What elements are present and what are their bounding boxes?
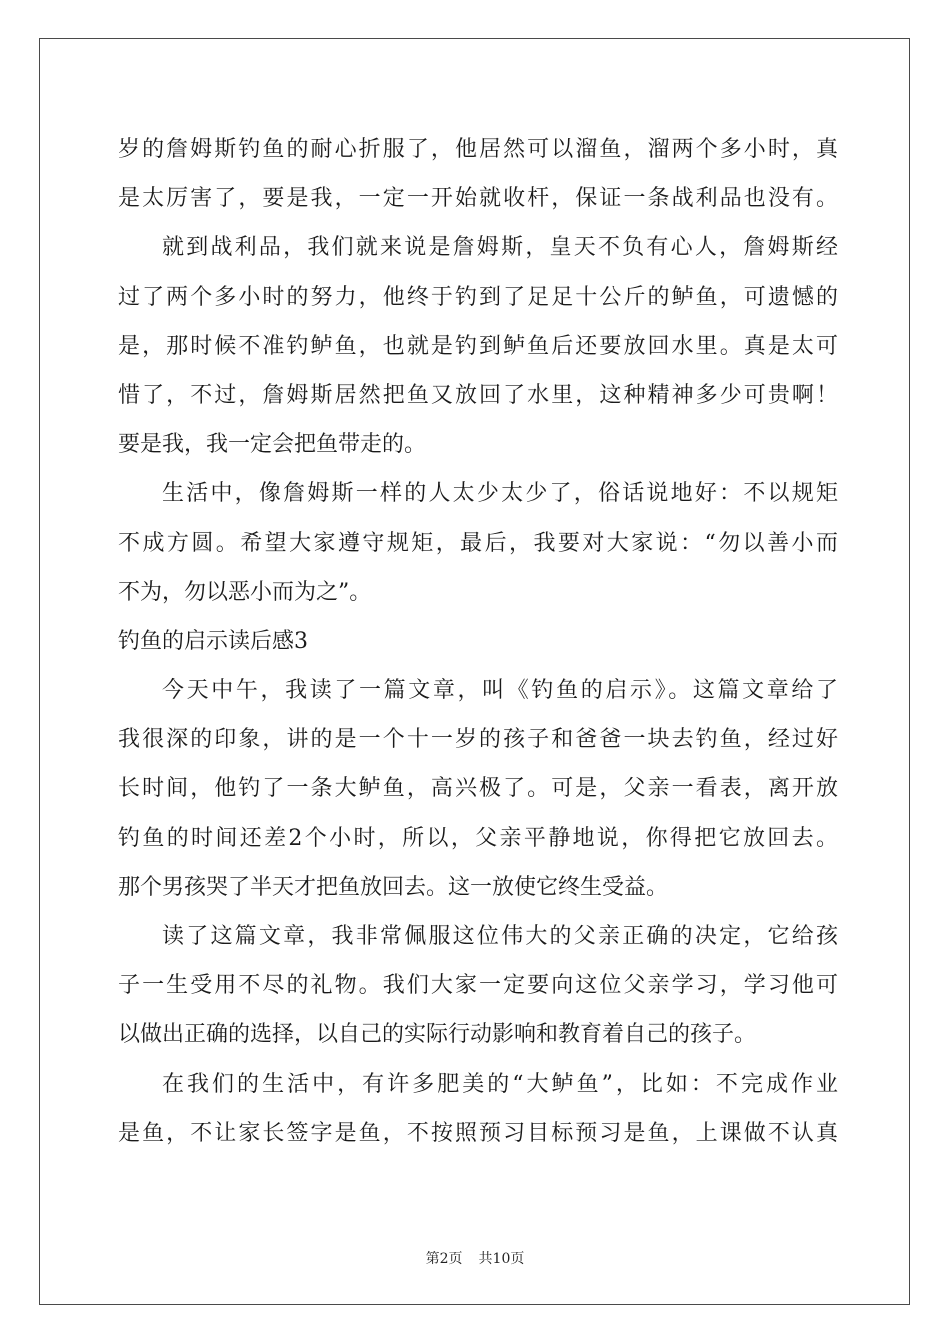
text-line: 以做出正确的选择，以自己的实际行动影响和教育着自己的孩子。 xyxy=(118,1022,757,1048)
text-line: 惜了，不过，詹姆斯居然把鱼又放回了水里，这种精神多少可贵啊！ xyxy=(118,382,838,408)
text-line: 长时间，他钓了一条大鲈鱼，高兴极了。可是，父亲一看表，离开放 xyxy=(118,776,838,802)
paragraph-start-line: 生活中，像詹姆斯一样的人太少太少了，俗话说地好：不以规矩 xyxy=(162,481,838,507)
page-total: 共10页 xyxy=(478,1251,525,1267)
text-line: 钓鱼的时间还差2个小时，所以，父亲平静地说，你得把它放回去。 xyxy=(118,825,838,851)
paragraph-start-line: 就到战利品，我们就来说是詹姆斯，皇天不负有心人，詹姆斯经 xyxy=(162,235,838,261)
text-line: 岁的詹姆斯钓鱼的耐心折服了，他居然可以溜鱼，溜两个多小时，真 xyxy=(118,137,838,162)
text-line: 是太厉害了，要是我，一定一开始就收杆，保证一条战利品也没有。 xyxy=(118,186,838,212)
section-heading: 钓鱼的启示读后感3 xyxy=(118,628,308,654)
text-line: 不成方圆。希望大家遵守规矩，最后，我要对大家说：“勿以善小而 xyxy=(118,530,838,556)
text-line: 子一生受用不尽的礼物。我们大家一定要向这位父亲学习，学习他可 xyxy=(118,973,838,999)
text-line: 不为，勿以恶小而为之”。 xyxy=(118,579,372,605)
page-number: 第2页 xyxy=(425,1251,463,1267)
text-line: 那个男孩哭了半天才把鱼放回去。这一放使它终生受益。 xyxy=(118,874,669,900)
paragraph-start-line: 读了这篇文章，我非常佩服这位伟大的父亲正确的决定，它给孩 xyxy=(162,924,838,949)
paragraph-start-line: 今天中午，我读了一篇文章，叫《钓鱼的启示》。这篇文章给了 xyxy=(162,678,838,704)
text-line: 我很深的印象，讲的是一个十一岁的孩子和爸爸一块去钓鱼，经过好 xyxy=(118,727,838,753)
text-line: 是，那时候不准钓鲈鱼，也就是钓到鲈鱼后还要放回水里。真是太可 xyxy=(118,333,838,359)
page-footer xyxy=(0,1248,950,1268)
text-line: 是鱼，不让家长签字是鱼，不按照预习目标预习是鱼，上课做不认真 xyxy=(118,1120,838,1146)
text-line: 要是我，我一定会把鱼带走的。 xyxy=(118,432,427,458)
text-line: 过了两个多小时的努力，他终于钓到了足足十公斤的鲈鱼，可遗憾的 xyxy=(118,284,838,310)
document-body xyxy=(118,125,838,1158)
paragraph-start-line: 在我们的生活中，有许多肥美的“大鲈鱼”，比如：不完成作业 xyxy=(162,1071,838,1097)
